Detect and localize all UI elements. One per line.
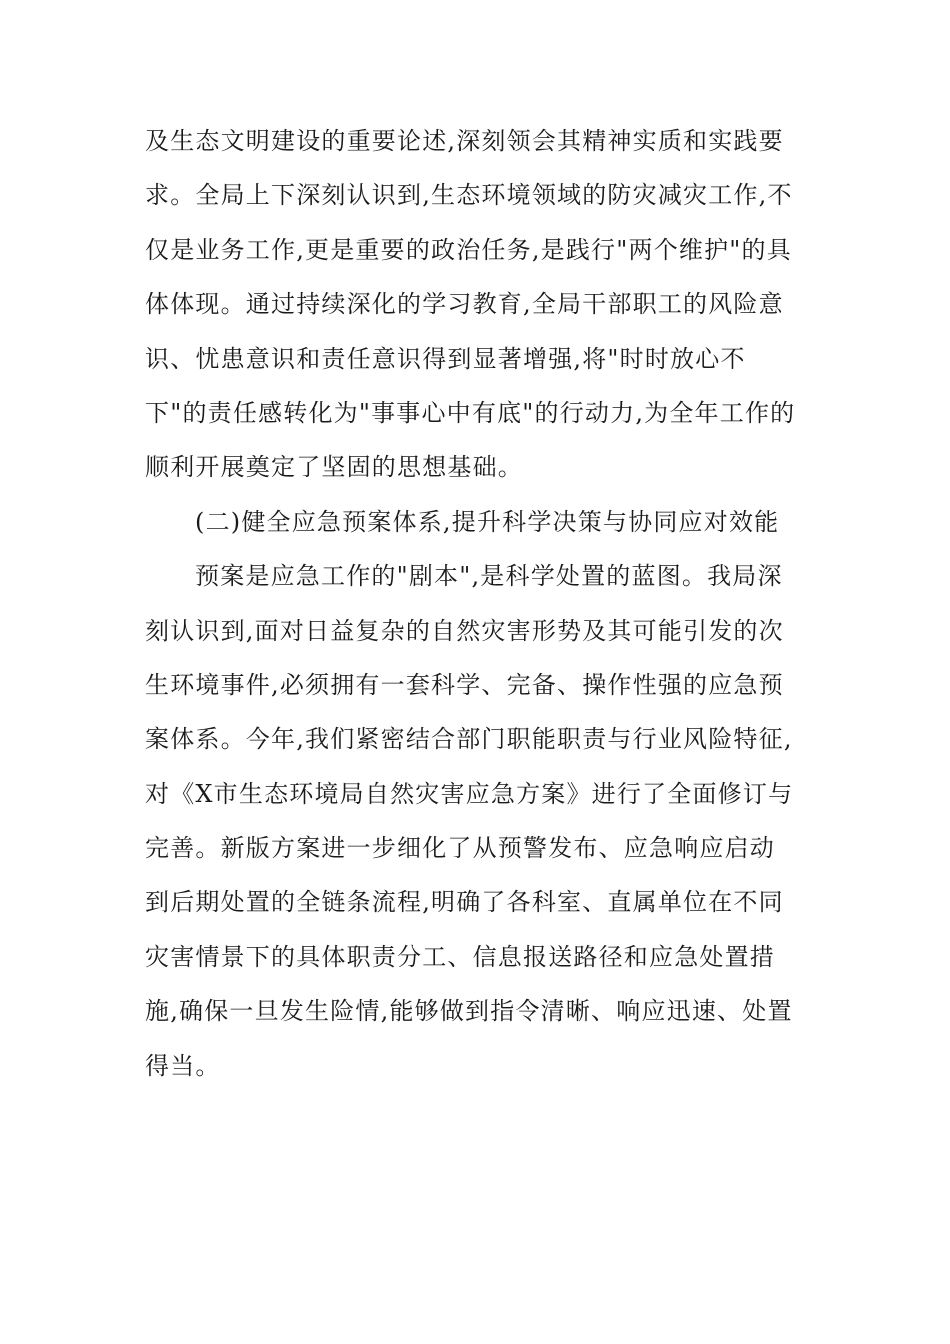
paragraph-line: 生环境事件,必须拥有一套科学、完备、操作性强的应急预 xyxy=(145,670,784,699)
paragraph-line: 案体系。今年,我们紧密结合部门职能职责与行业风险特征, xyxy=(145,725,793,754)
paragraph-line: 刻认识到,面对日益复杂的自然灾害形势及其可能引发的次 xyxy=(145,616,784,645)
paragraph-line: 预案是应急工作的"剧本",是科学处置的蓝图。我局深 xyxy=(195,562,783,591)
paragraph-line: 下"的责任感转化为"事事心中有底"的行动力,为全年工作的 xyxy=(145,398,796,427)
paragraph-line: 得当。 xyxy=(145,1051,221,1080)
paragraph-line: 完善。新版方案进一步细化了从预警发布、应急响应启动 xyxy=(145,834,775,863)
paragraph-line: 及生态文明建设的重要论述,深刻领会其精神实质和实践要 xyxy=(145,127,784,155)
paragraph-line: 仅是业务工作,更是重要的政治任务,是践行"两个维护"的具 xyxy=(145,235,792,264)
paragraph-line: 灾害情景下的具体职责分工、信息报送路径和应急处置措 xyxy=(145,942,775,971)
paragraph-line: 到后期处置的全链条流程,明确了各科室、直属单位在不同 xyxy=(145,888,784,917)
paragraph-line: 求。全局上下深刻认识到,生态环境领域的防灾减灾工作,不 xyxy=(145,181,793,210)
paragraph-line: 顺利开展奠定了坚固的思想基础。 xyxy=(145,453,523,482)
paragraph-line: 识、忧患意识和责任意识得到显著增强,将"时时放心不 xyxy=(145,344,746,373)
document-body xyxy=(145,119,810,1098)
paragraph-line: 体体现。通过持续深化的学习教育,全局干部职工的风险意 xyxy=(145,290,784,319)
paragraph-line: 施,确保一旦发生险情,能够做到指令清晰、响应迅速、处置 xyxy=(145,997,793,1026)
paragraph-line: 对《X市生态环境局自然灾害应急方案》进行了全面修订与 xyxy=(145,779,794,808)
section-heading: (二)健全应急预案体系,提升科学决策与协同应对效能 xyxy=(195,507,780,536)
